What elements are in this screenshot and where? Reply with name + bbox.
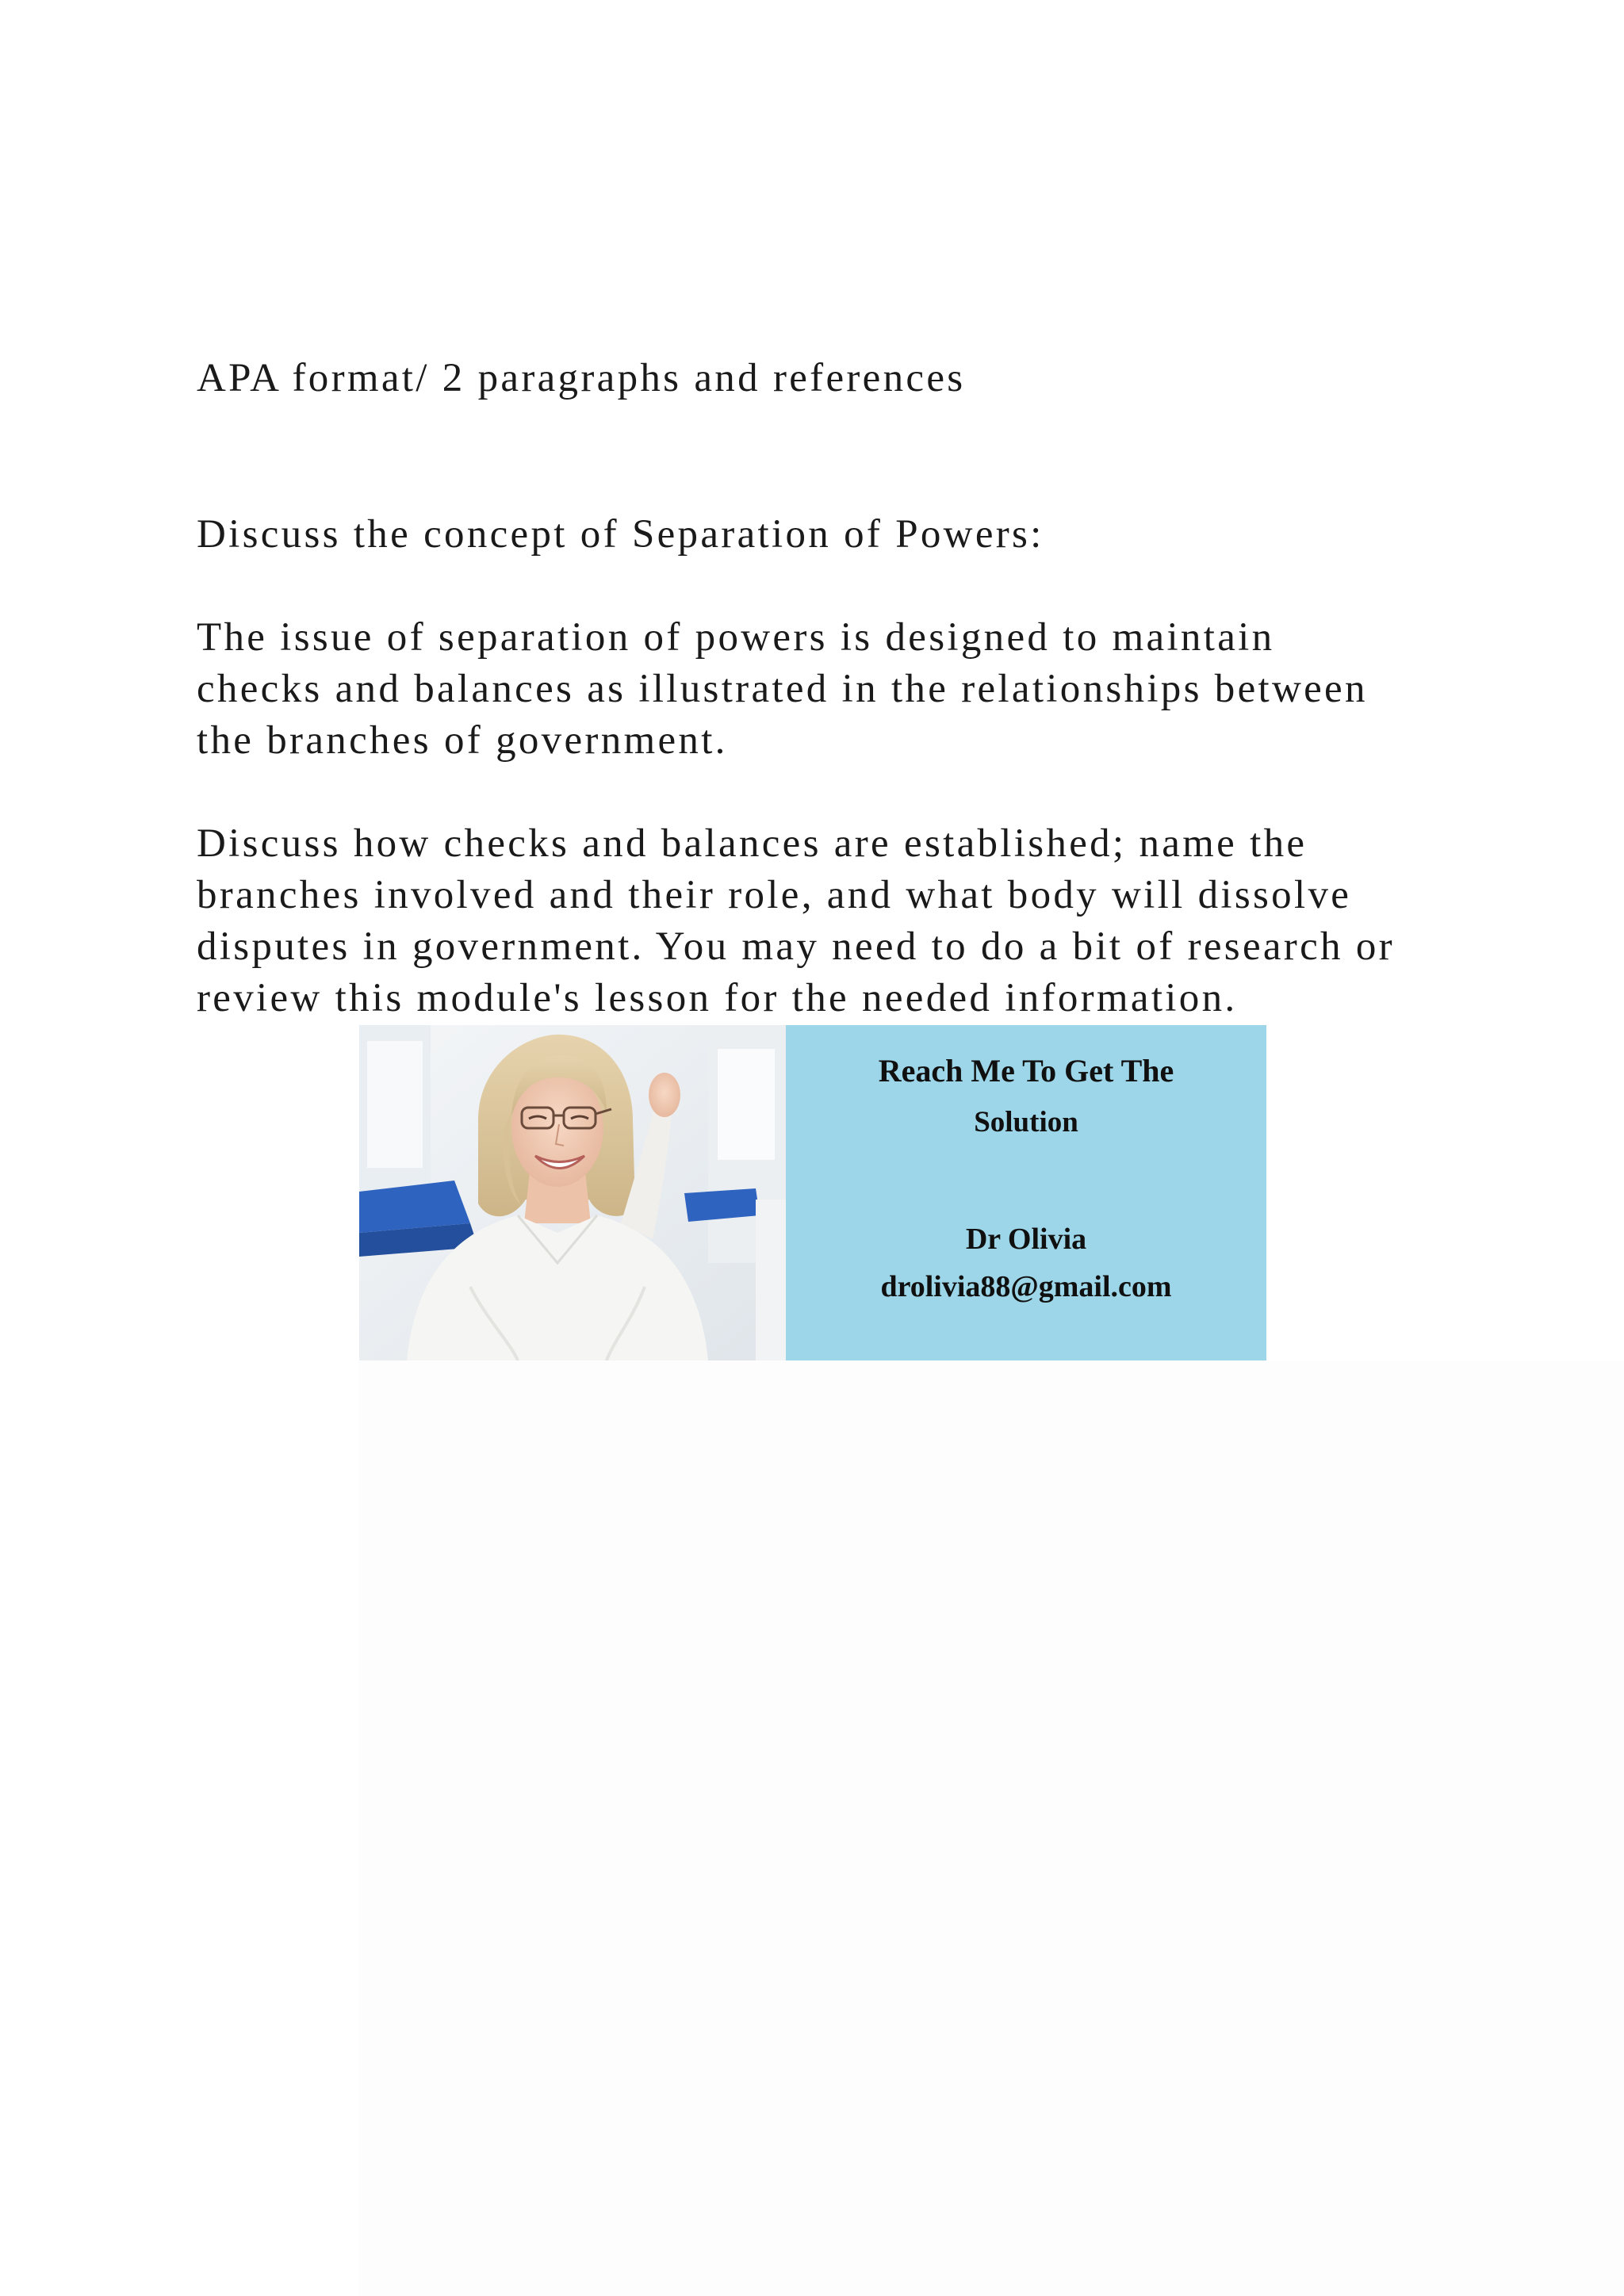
- paragraph-2-line: branches involved and their role, and what body will dissolve: [197, 873, 1352, 917]
- contact-panel: [786, 1025, 1266, 1360]
- paragraph-1-line: The issue of separation of powers is designed to maintain: [197, 615, 1275, 660]
- blank-area: [358, 1360, 1624, 2296]
- woman-photo: [359, 1025, 786, 1360]
- paragraph-1-line: the branches of government.: [197, 718, 728, 763]
- discuss-intro: Discuss the concept of Separation of Powers:: [197, 512, 1044, 557]
- paragraph-2-line: review this module's lesson for the needed information.: [197, 976, 1238, 1020]
- assignment-heading: APA format/ 2 paragraphs and references: [197, 356, 966, 400]
- paragraph-2-line: Discuss how checks and balances are established; name the: [197, 821, 1308, 866]
- paragraph-1-line: checks and balances as illustrated in the relationships between: [197, 667, 1368, 711]
- contact-banner: [359, 1025, 1266, 1360]
- author-email[interactable]: drolivia88@gmail.com: [880, 1270, 1172, 1303]
- paragraph-2-line: disputes in government. You may need to do a bit of research or: [197, 924, 1395, 969]
- author-name: Dr Olivia: [965, 1223, 1087, 1256]
- reach-me-text: Reach Me To Get The: [878, 1053, 1174, 1089]
- solution-text: Solution: [974, 1106, 1078, 1138]
